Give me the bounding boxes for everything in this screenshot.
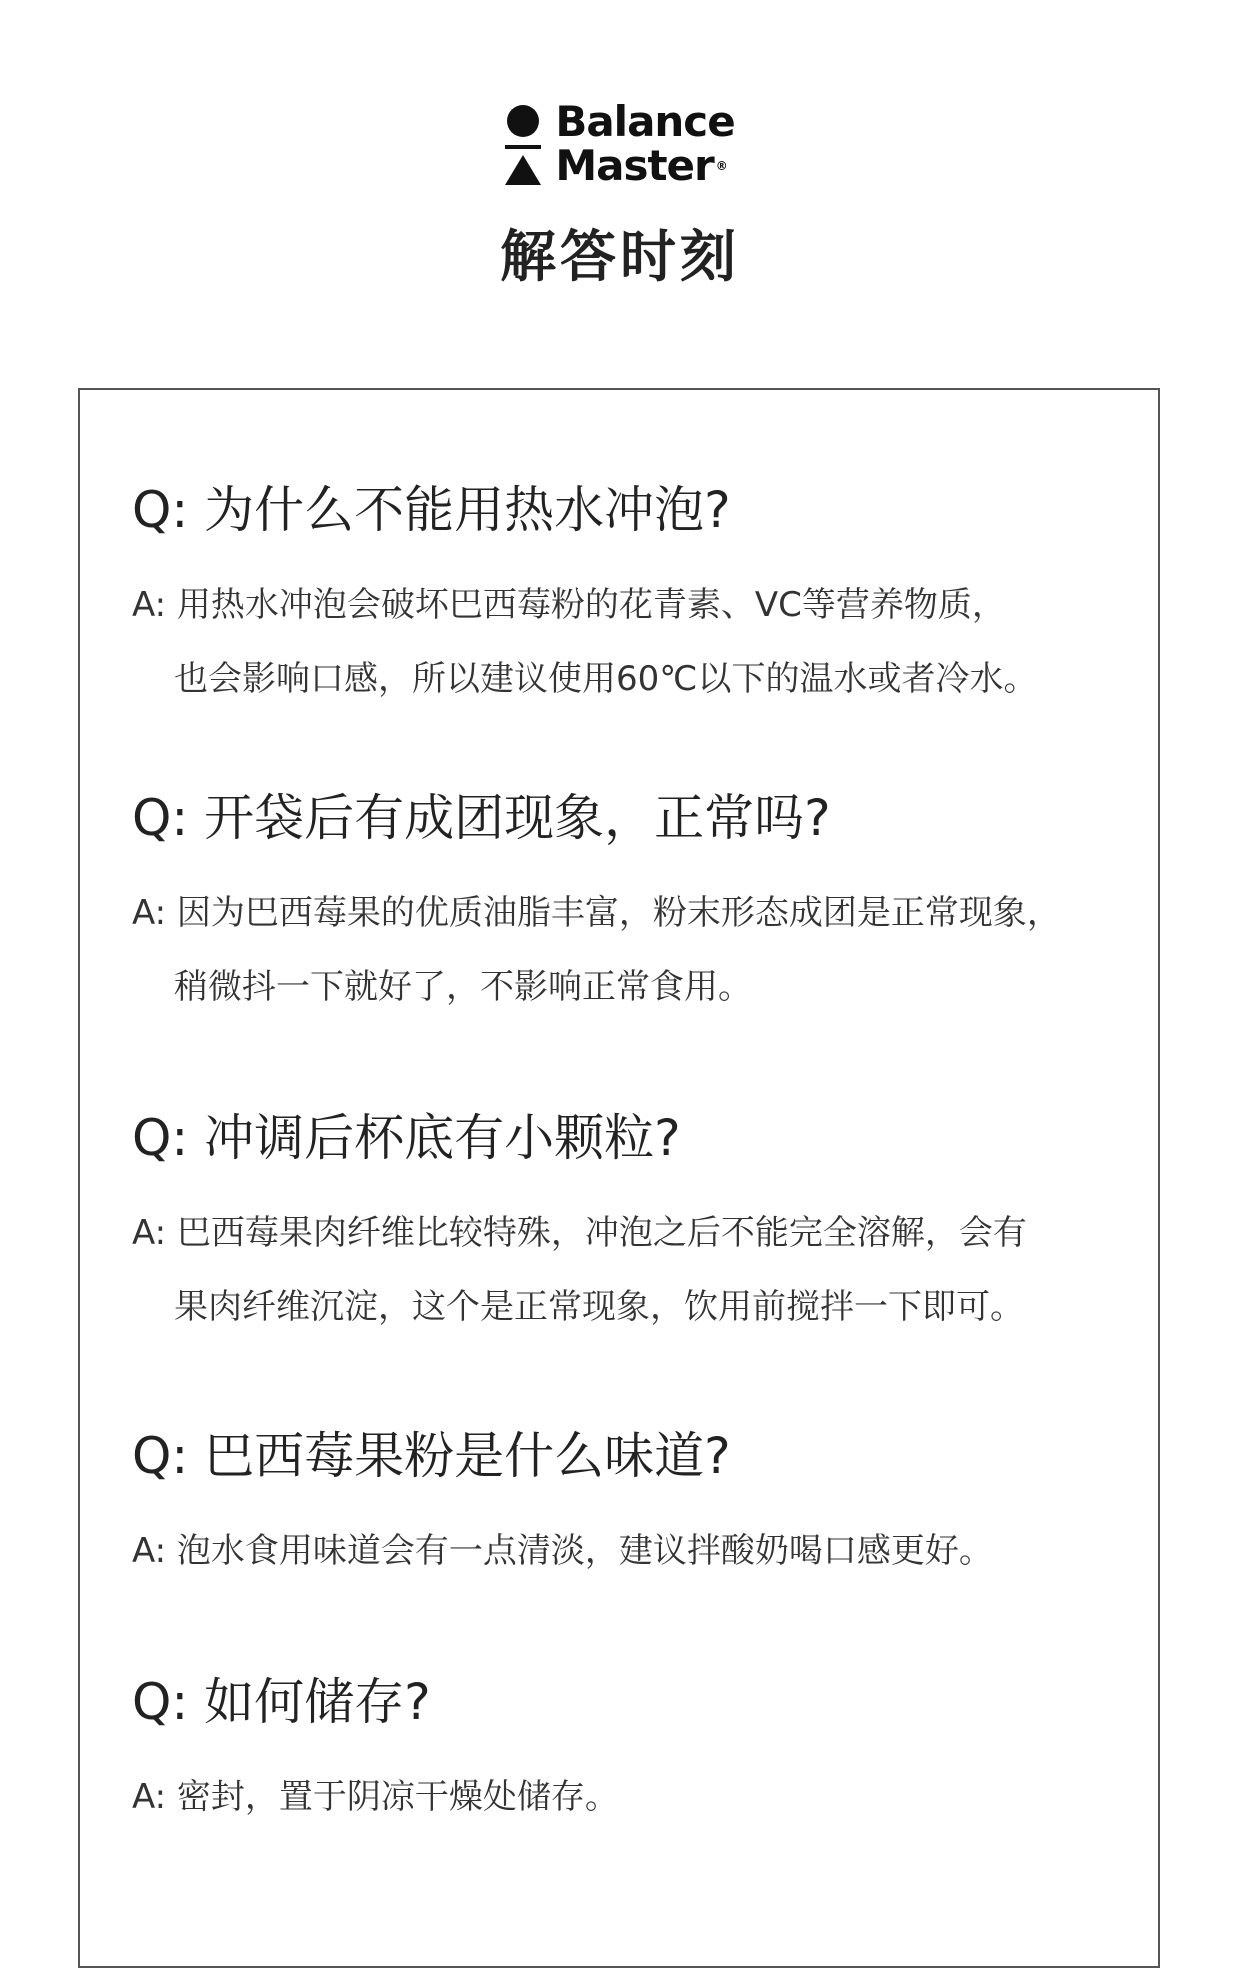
faq-answer-line: 果肉纤维沉淀，这个是正常现象，饮用前搅拌一下即可。 [174,1287,1024,1327]
logo-line2: Master [555,141,714,190]
logo-mark-icon [505,101,541,187]
registered-mark: ® [715,159,727,173]
brand-logo [505,97,735,190]
faq-item [132,1108,1138,1344]
faq-answer-line: A: 因为巴西莓果的优质油脂丰富，粉末形态成团是正常现象， [132,893,1061,933]
faq-answer-line: A: 泡水食用味道会有一点清淡，建议拌酸奶喝口感更好。 [132,1531,993,1571]
faq-answer [132,568,1138,716]
faq-item [132,1672,1138,1834]
faq-question: Q: 冲调后杯底有小颗粒? [132,1109,681,1167]
faq-question: Q: 如何储存? [132,1673,431,1731]
page-title: 解答时刻 [500,225,740,290]
faq-item [132,480,1138,716]
faq-item [132,1426,1138,1588]
faq-panel [78,388,1160,1968]
page-header [0,97,1240,293]
faq-answer-line: 稍微抖一下就好了，不影响正常食用。 [174,967,752,1007]
faq-answer [132,876,1138,1024]
faq-answer-line: 也会影响口感，所以建议使用60℃以下的温水或者冷水。 [174,659,1038,699]
faq-answer-line: A: 密封，置于阴凉干燥处储存。 [132,1777,619,1817]
faq-answer [132,1760,1138,1834]
faq-item [132,788,1138,1024]
faq-answer [132,1514,1138,1588]
logo-wordmark [555,97,735,190]
faq-answer-line: A: 用热水冲泡会破坏巴西莓粉的花青素、VC等营养物质， [132,585,1006,625]
faq-question: Q: 开袋后有成团现象，正常吗? [132,789,831,847]
faq-question: Q: 巴西莓果粉是什么味道? [132,1427,731,1485]
faq-answer [132,1196,1138,1344]
faq-question: Q: 为什么不能用热水冲泡? [132,481,731,539]
logo-line1: Balance [555,97,735,146]
faq-answer-line: A: 巴西莓果肉纤维比较特殊，冲泡之后不能完全溶解，会有 [132,1213,1027,1253]
